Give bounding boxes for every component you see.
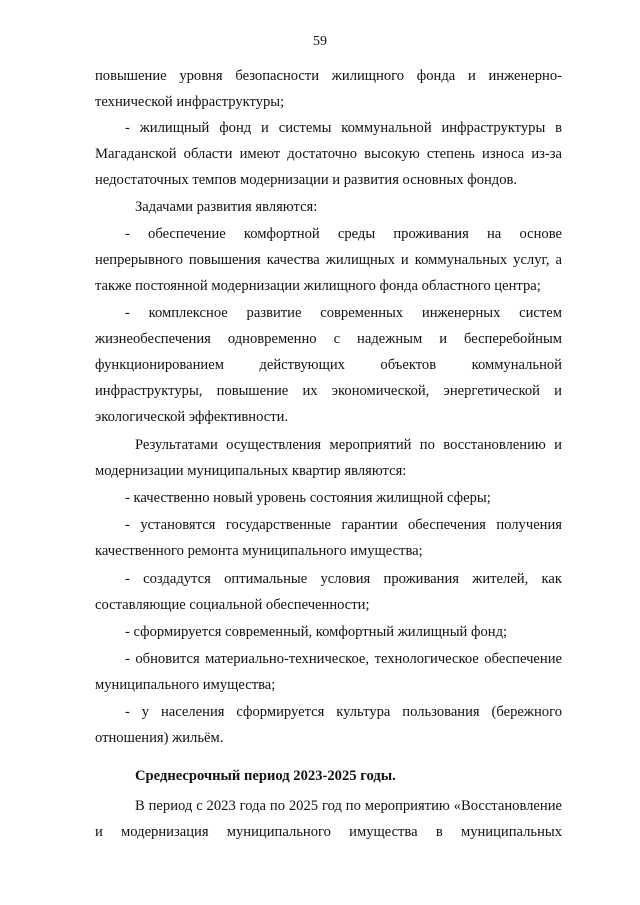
bullet-line: - качественно новый уровень состояния жилищной сферы;: [125, 490, 491, 506]
text-line: также постоянной модернизации жилищного фонда областного центра;: [95, 278, 541, 294]
bullet-line: - обновится материально-техническое, технологическое обеспечение: [125, 651, 562, 667]
text-line: и модернизация муниципального имущества в муниципальных: [95, 824, 562, 840]
page-number: 59: [313, 34, 327, 49]
bullet-line: - комплексное развитие современных инженерных систем: [125, 305, 562, 321]
text-line: повышение уровня безопасности жилищного фонда и инженерно-: [95, 68, 562, 84]
text-line: функционированием действующих объектов коммунальной: [95, 357, 562, 373]
text-line: отношения) жильём.: [95, 730, 224, 746]
text-line: Магаданской области имеют достаточно высокую степень износа из-за: [95, 146, 562, 162]
text-line: инфраструктуры, повышение их экономической, энергетической и: [95, 383, 562, 399]
text-line: составляющие социальной обеспеченности;: [95, 597, 370, 613]
bullet-line: - обеспечение комфортной среды проживания на основе: [125, 226, 562, 242]
text-line: технической инфраструктуры;: [95, 94, 285, 110]
bullet-line: - у населения сформируется культура пользования (бережного: [125, 704, 562, 720]
paragraph-heading: Задачами развития являются:: [135, 199, 318, 215]
text-line: В период с 2023 года по 2025 год по мероприятию «Восстановление: [135, 798, 562, 814]
text-line: качественного ремонта муниципального имущества;: [95, 543, 423, 559]
section-heading: Среднесрочный период 2023-2025 годы.: [135, 768, 396, 784]
text-line: Результатами осуществления мероприятий по восстановлению и: [135, 437, 562, 453]
bullet-line: - установятся государственные гарантии обеспечения получения: [125, 517, 562, 533]
bullet-line: - создадутся оптимальные условия проживания жителей, как: [125, 571, 562, 587]
text-line: модернизации муниципальных квартир являются:: [95, 463, 407, 479]
text-line: недостаточных темпов модернизации и развития основных фондов.: [95, 172, 518, 188]
text-line: непрерывного повышения качества жилищных и коммунальных услуг, а: [95, 252, 562, 268]
bullet-line: - жилищный фонд и системы коммунальной инфраструктуры в: [125, 120, 562, 136]
bullet-line: - сформируется современный, комфортный жилищный фонд;: [125, 624, 508, 640]
text-line: жизнеобеспечения одновременно с надежным и бесперебойным: [95, 331, 562, 347]
text-line: экологической эффективности.: [95, 409, 289, 425]
text-line: муниципального имущества;: [95, 677, 276, 693]
